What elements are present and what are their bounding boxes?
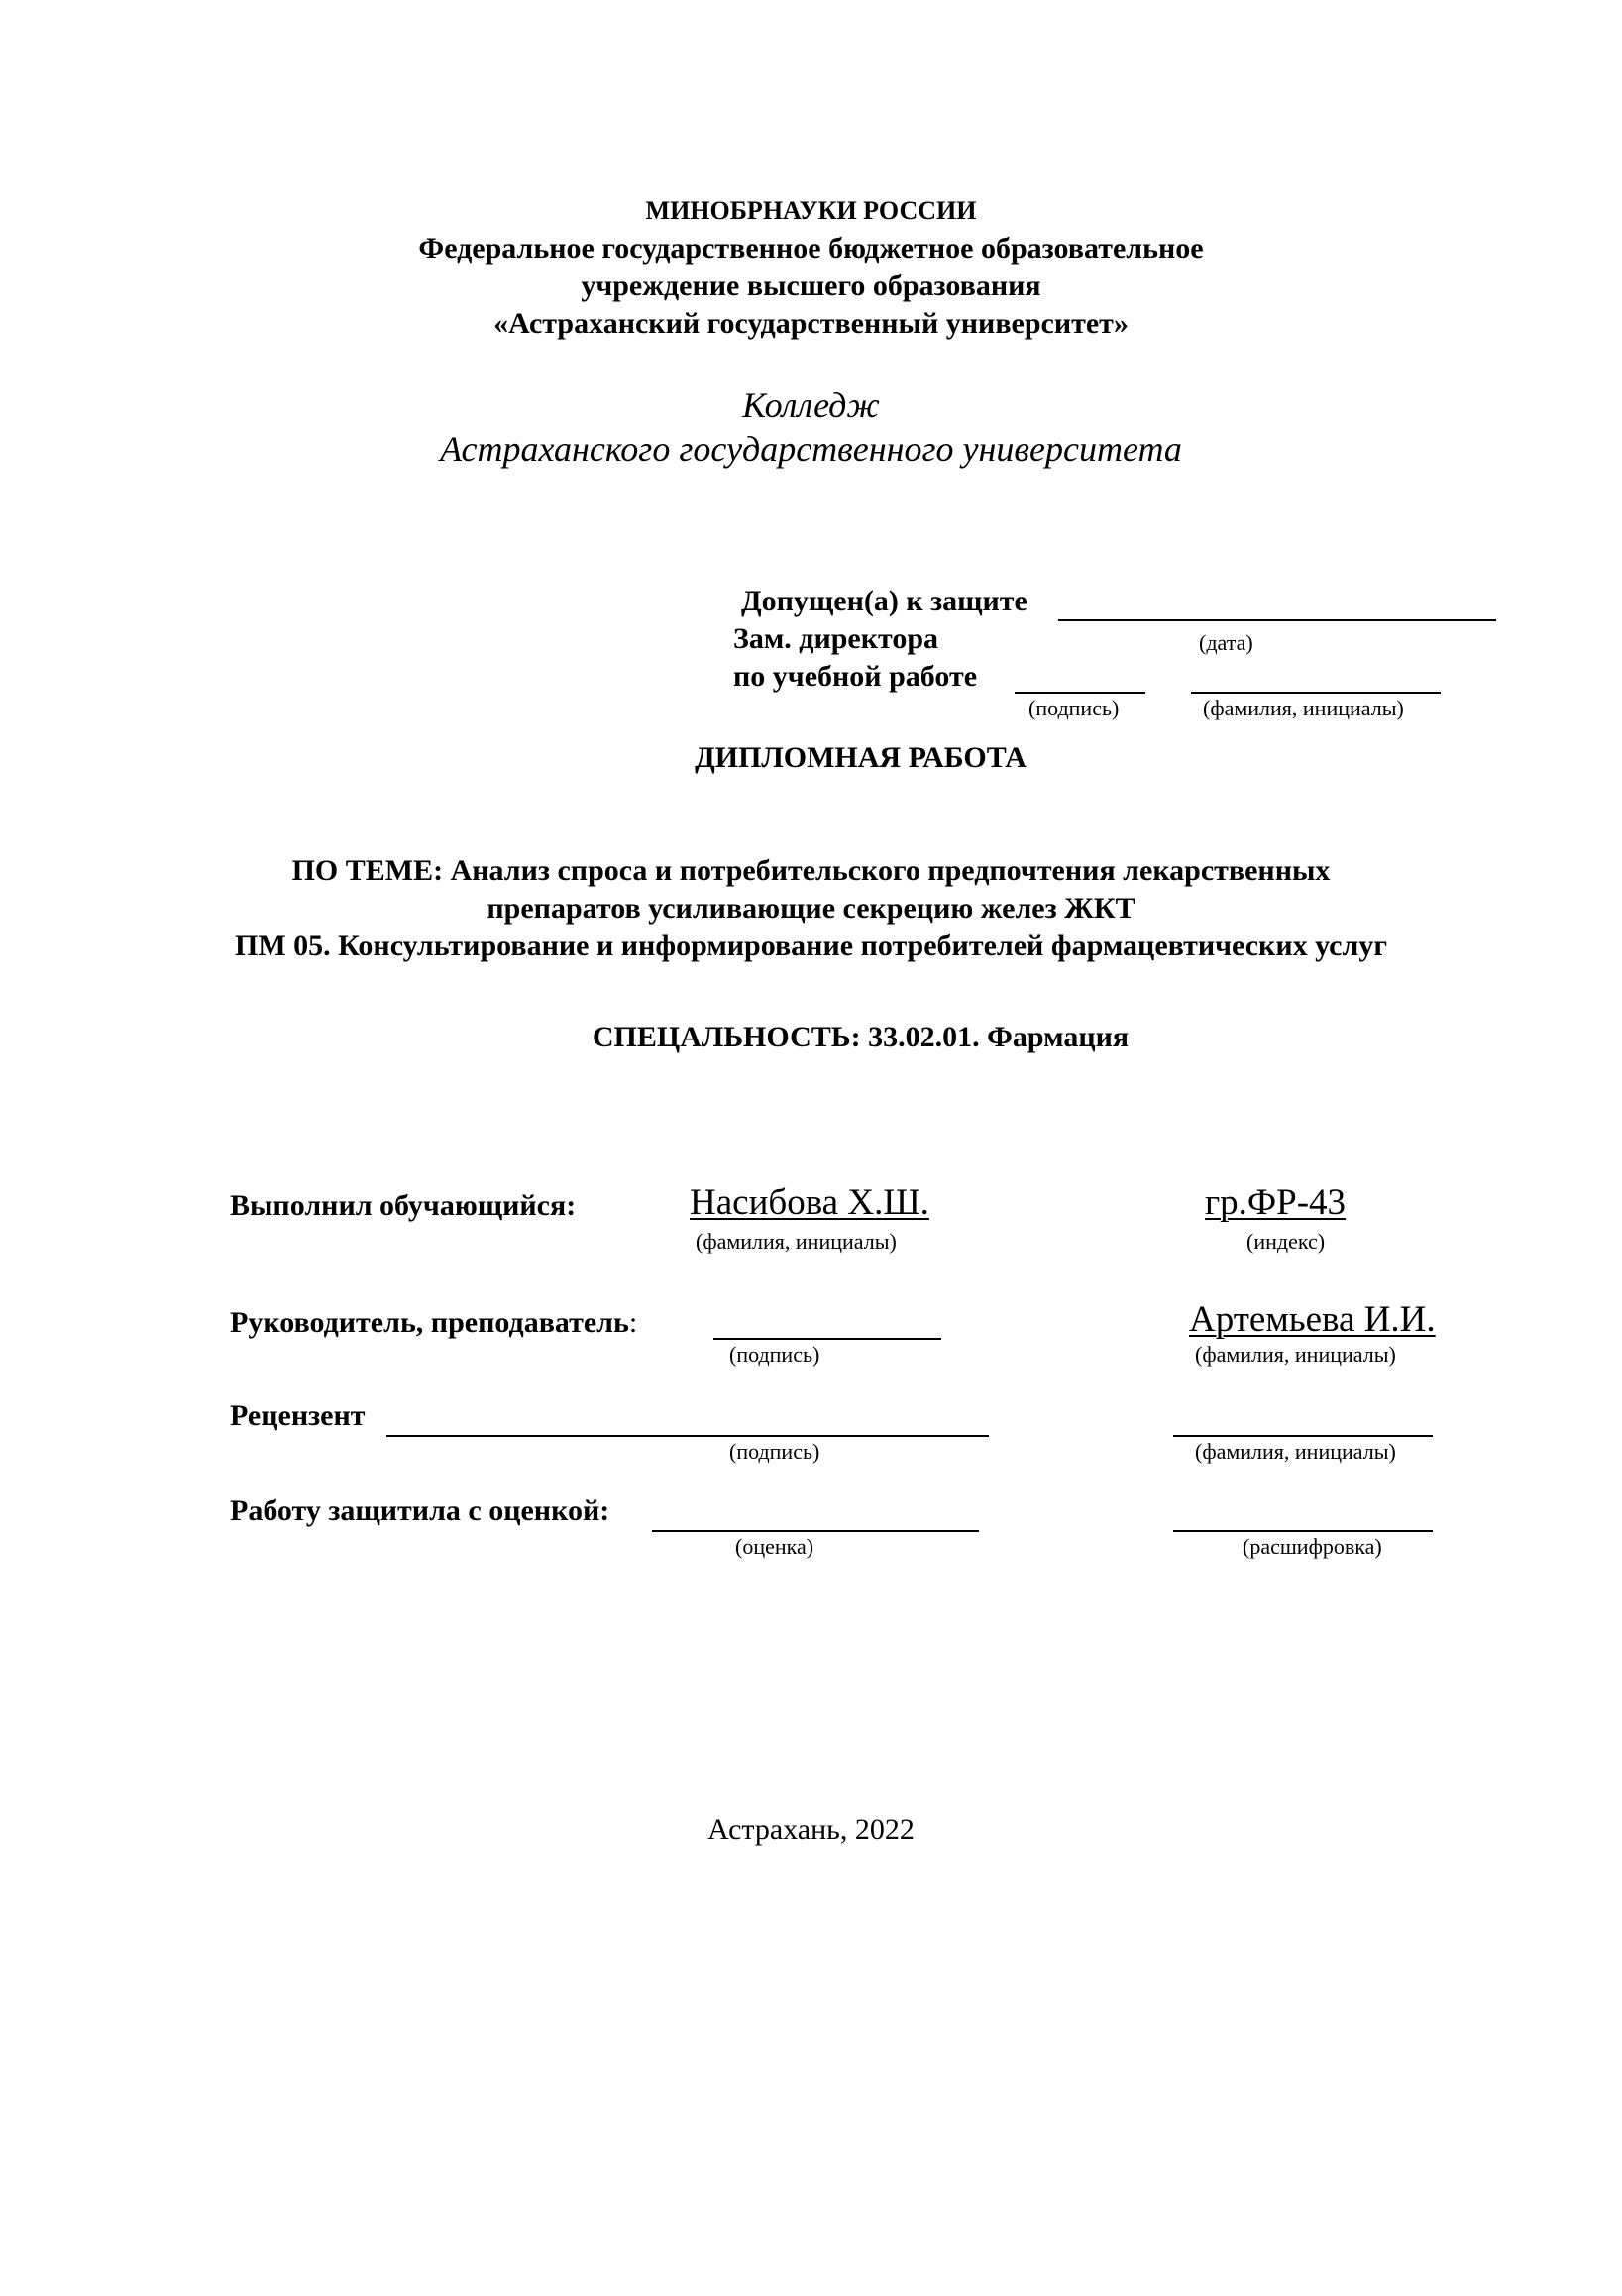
approval-signature-line xyxy=(1015,692,1145,694)
student-group: гр.ФР-43 xyxy=(1205,1182,1347,1223)
document-type: ДИПЛОМНАЯ РАБОТА xyxy=(695,741,1027,774)
specialty: СПЕЦАЛЬНОСТЬ: 33.02.01. Фармация xyxy=(592,1021,1130,1053)
student-name-caption: (фамилия, инициалы) xyxy=(696,1229,897,1254)
reviewer-name-line xyxy=(1173,1435,1433,1437)
reviewer-name-caption: (фамилия, инициалы) xyxy=(1195,1439,1396,1464)
topic-line-1: ПО ТЕМЕ: Анализ спроса и потребительского предпочтения лекарственных xyxy=(291,854,1331,887)
city-year: Астрахань, 2022 xyxy=(707,1813,915,1846)
supervisor-name-caption: (фамилия, инициалы) xyxy=(1195,1342,1396,1367)
admitted-label: Допущен(а) к защите xyxy=(741,585,1027,617)
reviewer-signature-caption: (подпись) xyxy=(729,1439,820,1464)
supervisor-signature-caption: (подпись) xyxy=(729,1342,820,1367)
supervisor-signature-line xyxy=(713,1338,941,1340)
grade-caption: (оценка) xyxy=(735,1534,814,1559)
approval-signature-caption: (подпись) xyxy=(1028,696,1120,720)
reviewer-label: Рецензент xyxy=(230,1399,366,1432)
professional-module: ПМ 05. Консультирование и информирование потребителей фармацевтических услуг xyxy=(235,929,1387,962)
institution-line-1: Федеральное государственное бюджетное образовательное xyxy=(418,232,1204,265)
academic-work-label: по учебной работе xyxy=(733,660,978,693)
college-line-1: Колледж xyxy=(742,385,880,425)
deputy-director-label: Зам. директора xyxy=(733,622,939,655)
student-name: Насибова Х.Ш. xyxy=(690,1182,929,1223)
supervisor-label-row xyxy=(230,1306,637,1340)
defense-label: Работу защитила с оценкой: xyxy=(230,1494,610,1527)
student-label: Выполнил обучающийся: xyxy=(230,1189,577,1222)
college-line-2: Астраханского государственного университета xyxy=(440,429,1182,469)
approval-name-line xyxy=(1191,692,1441,694)
supervisor-name: Артемьева И.И. xyxy=(1189,1299,1436,1340)
grade-decode-line xyxy=(1173,1530,1433,1532)
institution-line-2: учреждение высшего образования xyxy=(581,270,1041,302)
university-name: «Астраханский государственный университет» xyxy=(493,307,1129,340)
supervisor-label-colon: : xyxy=(628,1306,638,1339)
grade-line xyxy=(652,1530,979,1532)
reviewer-signature-line xyxy=(386,1435,989,1437)
grade-decode-caption: (расшифровка) xyxy=(1243,1534,1382,1559)
approval-name-caption: (фамилия, инициалы) xyxy=(1203,696,1404,720)
topic-line-2: препаратов усиливающие секрецию желез ЖКТ xyxy=(487,892,1135,925)
supervisor-label: Руководитель, преподаватель xyxy=(230,1306,629,1339)
admitted-date-line xyxy=(1058,619,1496,621)
student-group-caption: (индекс) xyxy=(1246,1229,1326,1254)
date-caption: (дата) xyxy=(1199,630,1253,655)
ministry-name: МИНОБРНАУКИ РОССИИ xyxy=(645,196,977,225)
